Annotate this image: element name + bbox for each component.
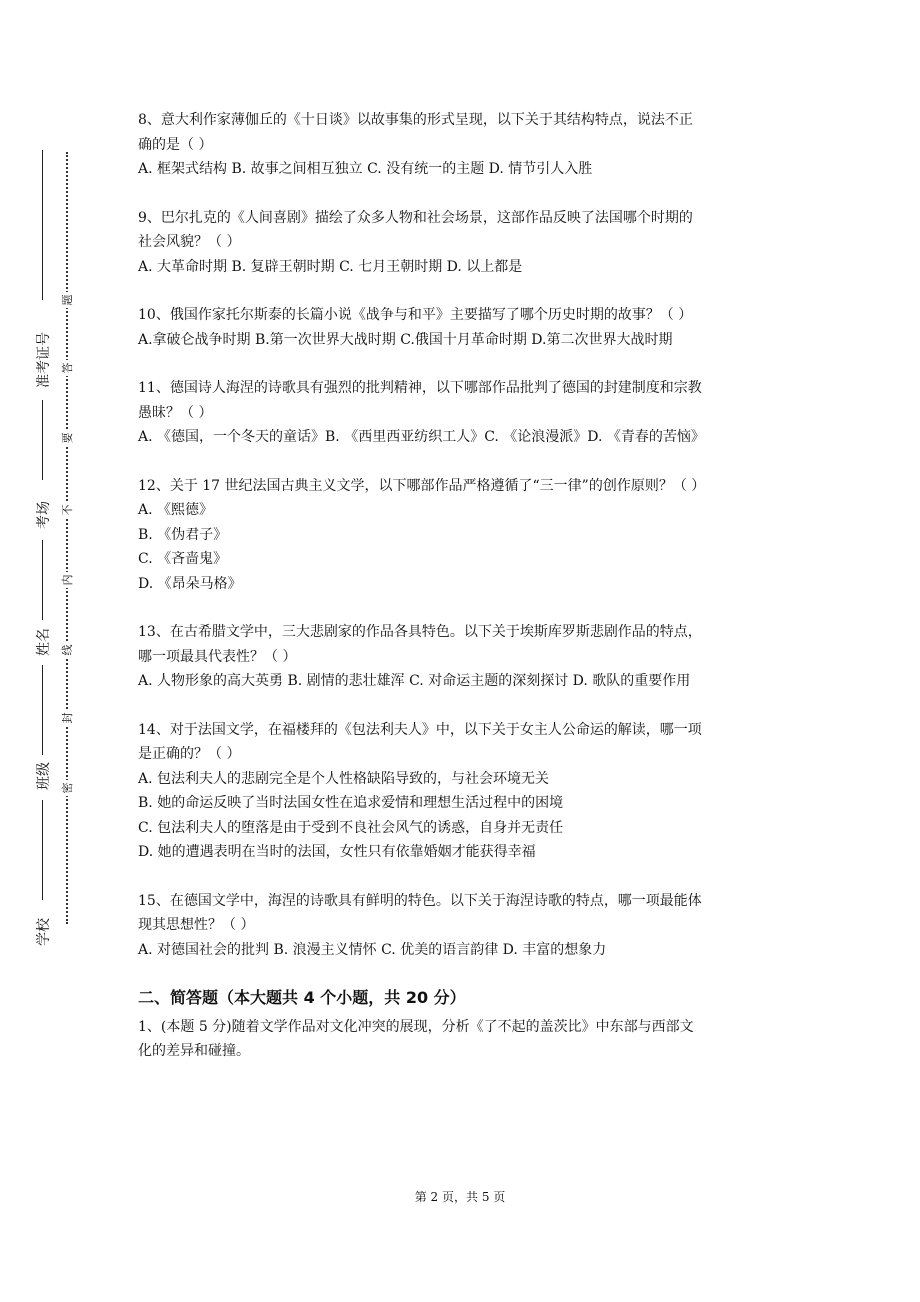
question-option-line: C. 包法利夫人的堕落是由于受到不良社会风气的诱惑，自身并无责任 xyxy=(138,819,564,836)
question-option-line: A. 大革命时期 B. 复辟王朝时期 C. 七月王朝时期 D. 以上都是 xyxy=(138,258,523,275)
question-option-line: A. 包法利夫人的悲剧完全是个人性格缺陷导致的，与社会环境无关 xyxy=(138,770,550,787)
fold-char: 要 xyxy=(57,430,77,446)
question-stem-line: 10、俄国作家托尔斯泰的长篇小说《战争与和平》主要描写了哪个历史时期的故事？（ ） xyxy=(138,307,693,323)
question-stem-line: 12、关于 17 世纪法国古典主义文学，以下哪部作品严格遵循了“三一律”的创作原则？（ ） xyxy=(138,477,706,494)
question-stem-line: 化的差异和碰撞。 xyxy=(138,1043,250,1059)
question-option-line: D. 《昂朵马格》 xyxy=(138,575,242,592)
question-stem-line: 是正确的？（ ） xyxy=(138,746,241,762)
question-option-line: A. 人物形象的高大英勇 B. 剧情的悲壮雄浑 C. 对命运主题的深刻探讨 D. 歌队的重要作用 xyxy=(138,673,691,689)
question-stem-line: 8、意大利作家薄伽丘的《十日谈》以故事集的形式呈现，以下关于其结构特点，说法不正 xyxy=(138,112,693,128)
question-option-line: A. 《熙德》 xyxy=(138,502,214,518)
question-stem-line: 13、在古希腊文学中，三大悲剧家的作品各具特色。以下关于埃斯库罗斯悲剧作品的特点， xyxy=(138,624,702,640)
question-stem-line: 15、在德国文学中，海涅的诗歌具有鲜明的特色。以下关于海涅诗歌的特点，哪一项最能体 xyxy=(138,892,702,909)
question-item xyxy=(138,718,788,865)
field-label-name: 姓名 xyxy=(36,628,52,656)
binding-margin xyxy=(0,0,120,1302)
field-label-exam-room: 考场 xyxy=(36,501,52,529)
question-stem-line: 哪一项最具代表性？（ ） xyxy=(138,648,297,665)
fold-char: 不 xyxy=(57,502,77,518)
question-stem-line: 现其思想性？（ ） xyxy=(138,917,255,933)
question-stem-line: 社会风貌？（ ） xyxy=(138,234,241,250)
fold-char: 题 xyxy=(57,292,77,308)
question-list xyxy=(138,108,788,962)
question-option-line: C. 《吝啬鬼》 xyxy=(138,551,228,567)
page-footer: 第 2 页，共 5 页 xyxy=(414,1190,506,1204)
question-option-line: A.拿破仑战争时期 B.第一次世界大战时期 C.俄国十月革命时期 D.第二次世界大战时期 xyxy=(138,331,673,348)
fold-char: 答 xyxy=(57,360,77,376)
question-stem-line: 11、德国诗人海涅的诗歌具有强烈的批判精神，以下哪部作品批判了德国的封建制度和宗教 xyxy=(138,380,702,396)
fold-char: 封 xyxy=(57,710,77,726)
question-stem-line: 9、巴尔扎克的《人间喜剧》描绘了众多人物和社会场景，这部作品反映了法国哪个时期的 xyxy=(138,209,693,226)
question-item xyxy=(138,889,788,963)
question-stem-line: 1、(本题 5 分)随着文学作品对文化冲突的展现，分析《了不起的盖茨比》中东部与西部文 xyxy=(138,1018,694,1035)
question-stem-line: 14、对于法国文学，在福楼拜的《包法利夫人》中，以下关于女主人公命运的解读，哪一项 xyxy=(138,721,702,738)
fold-char: 密 xyxy=(57,780,77,796)
field-line-admission xyxy=(42,150,43,300)
exam-content xyxy=(138,108,788,1064)
question-option-line: D. 她的遭遇表明在当时的法国，女性只有依靠婚姻才能获得幸福 xyxy=(138,844,536,860)
field-label-class: 班级 xyxy=(36,762,52,790)
question-option-line: A. 对德国社会的批判 B. 浪漫主义情怀 C. 优美的语言韵律 D. 丰富的想象力 xyxy=(138,941,607,958)
question-option-line: B. 她的命运反映了当时法国女性在追求爱情和理想生活过程中的困境 xyxy=(138,795,564,811)
question-item xyxy=(138,303,788,352)
fold-char: 线 xyxy=(57,642,77,658)
question-item xyxy=(138,108,788,182)
fold-char: 内 xyxy=(57,572,77,588)
question-item xyxy=(138,376,788,450)
field-label-school: 学校 xyxy=(36,918,52,946)
short-answer-question xyxy=(138,1015,788,1064)
question-item xyxy=(138,474,788,597)
question-option-line: A. 《德国，一个冬天的童话》B. 《西里西亚纺织工人》C. 《论浪漫派》D. 《青春的苦恼》 xyxy=(138,429,705,445)
fold-line xyxy=(66,152,68,924)
question-option-line: A. 框架式结构 B. 故事之间相互独立 C. 没有统一的主题 D. 情节引人入胜 xyxy=(138,161,593,177)
question-stem-line: 愚昧？（ ） xyxy=(138,404,213,421)
section-title: 二、简答题（本大题共 4 个小题，共 20 分） xyxy=(138,988,466,1007)
question-stem-line: 确的是（ ） xyxy=(138,136,213,153)
question-option-line: B. 《伪君子》 xyxy=(138,526,228,543)
question-item xyxy=(138,206,788,280)
question-item xyxy=(138,620,788,694)
field-label-admission-number: 准考证号 xyxy=(36,332,52,388)
